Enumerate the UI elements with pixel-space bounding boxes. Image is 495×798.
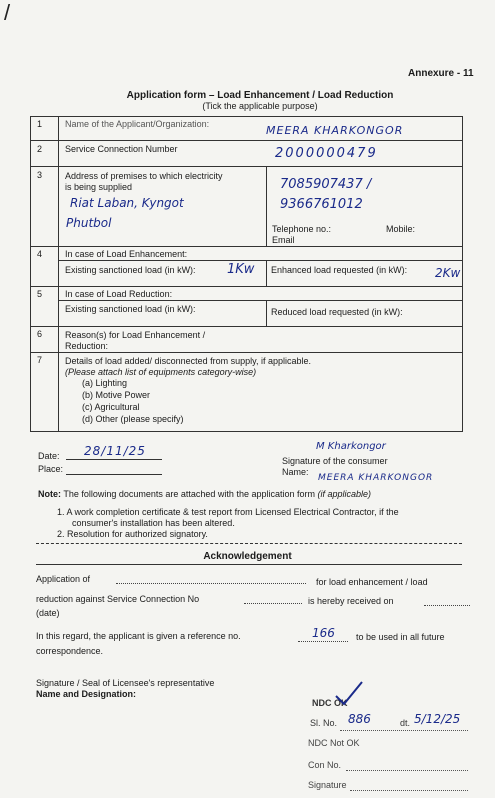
address-label-line-1: Address of premises to which electricity [65, 171, 223, 181]
name-designation-label: Name and Designation: [36, 689, 137, 699]
phone-line-1: 7085907437 / [280, 177, 372, 192]
date-underline [66, 459, 162, 460]
date-label: Date: [38, 451, 60, 461]
note-italic: (if applicable) [317, 489, 372, 499]
note-item-1-line-1: 1. A work completion certificate & test report from Licensed Electrical Contractor, if the [57, 507, 399, 517]
licensee-signature-label: Signature / Seal of Licensee's representative [36, 678, 215, 688]
option-other: (d) Other (please specify) [82, 414, 184, 424]
existing-load-value-4: 1Kw [227, 262, 255, 277]
option-agricultural: (c) Agricultural [82, 402, 140, 412]
applicant-name-label: Name of the Applicant/Organization: [65, 119, 210, 129]
sl-no-label: Sl. No. [310, 718, 338, 728]
email-label: Email [272, 235, 295, 245]
ack-heading: Acknowledgement [203, 551, 292, 562]
reference-dotted-field [298, 632, 348, 642]
dashed-divider [36, 543, 462, 544]
row-7-number: 7 [37, 355, 43, 365]
reason-label-line-2: Reduction: [65, 341, 109, 351]
existing-load-label-4: Existing sanctioned load (in kW): [65, 265, 196, 275]
sl-dotted-line [340, 730, 468, 731]
address-line-2: Phutbol [66, 216, 112, 230]
address-line-1: Riat Laban, Kyngot [70, 196, 184, 210]
option-lighting: (a) Lighting [82, 378, 128, 388]
row-4-number: 4 [37, 249, 43, 259]
note-item-1-line-2: consumer's installation has been altered. [72, 518, 235, 528]
application-table [30, 116, 463, 432]
con-dotted-line [346, 770, 468, 771]
ack-rule [36, 564, 462, 565]
service-connection-value: 2000000479 [275, 146, 378, 161]
date-dotted-field [424, 596, 470, 606]
corner-mark: / [4, 0, 11, 25]
existing-load-label-5: Existing sanctioned load (in kW): [65, 304, 196, 314]
place-underline [66, 474, 162, 475]
reduction-label: In case of Load Reduction: [65, 289, 173, 299]
ack-line-1-start: Application of [36, 574, 91, 584]
ndc-ok-label: NDC OK [312, 698, 348, 708]
option-motive-power: (b) Motive Power [82, 390, 151, 400]
place-label: Place: [38, 464, 64, 474]
note-item-2: 2. Resolution for authorized signatory. [57, 529, 208, 539]
ack-line-1-end: for load enhancement / load [316, 577, 428, 587]
note-paragraph [38, 489, 478, 499]
connection-dotted-field [244, 594, 302, 604]
enhancement-label: In case of Load Enhancement: [65, 249, 188, 259]
load-details-label: Details of load added/ disconnected from supply, if applicable. [65, 356, 311, 366]
annexure-label: Annexure - 11 [408, 68, 474, 79]
ack-line-2-start: reduction against Service Connection No [36, 594, 200, 604]
applicant-dotted-field [116, 574, 306, 584]
row-6-number: 6 [37, 329, 43, 339]
con-no-label: Con No. [308, 760, 342, 770]
tick-mark-icon [334, 680, 364, 708]
ack-line-4-end: to be used in all future [356, 632, 445, 642]
phone-line-2: 9366761012 [280, 197, 363, 212]
enhanced-load-value: 2Kw [435, 266, 461, 280]
ack-line-5: correspondence. [36, 646, 104, 656]
ack-line-2-end: is hereby received on [308, 596, 394, 606]
stamp-signature-dotted-line [350, 790, 468, 791]
consumer-signature-scrawl: M Kharkongor [316, 441, 386, 452]
ndc-not-ok-label: NDC Not OK [308, 738, 360, 748]
note-label: Note: [38, 489, 61, 499]
mobile-label: Mobile: [386, 224, 416, 234]
dt-value: 5/12/25 [414, 712, 461, 726]
row-2-number: 2 [37, 144, 43, 154]
reduced-load-label: Reduced load requested (in kW): [271, 307, 403, 317]
ack-line-4-start: In this regard, the applicant is given a reference no. [36, 631, 241, 641]
consumer-name-label: Name: [282, 467, 309, 477]
address-label-line-2: is being supplied [65, 182, 133, 192]
applicant-name-value: MEERA KHARKONGOR [266, 124, 404, 137]
service-connection-label: Service Connection Number [65, 144, 178, 154]
ndc-stamp [300, 680, 475, 798]
row-3-number: 3 [37, 170, 43, 180]
signature-label: Signature of the consumer [282, 456, 388, 466]
consumer-name-value: MEERA KHARKONGOR [318, 473, 434, 483]
form-title: Application form – Load Enhancement / Load Reduction [126, 90, 394, 101]
enhanced-load-label: Enhanced load requested (in kW): [271, 265, 408, 275]
telephone-label: Telephone no.: [272, 224, 332, 234]
ack-line-3: (date) [36, 608, 60, 618]
reference-number: 166 [312, 626, 335, 640]
stamp-signature-label: Signature [308, 780, 347, 790]
note-text: The following documents are attached with the application form [63, 489, 315, 499]
reason-label-line-1: Reason(s) for Load Enhancement / [65, 330, 206, 340]
row-1-number: 1 [37, 119, 43, 129]
form-subtitle: (Tick the applicable purpose) [202, 101, 318, 111]
equipment-list-note: (Please attach list of equipments category-wise) [65, 367, 257, 377]
sl-no-value: 886 [348, 712, 371, 726]
row-5-number: 5 [37, 289, 43, 299]
dt-label: dt. [400, 718, 411, 728]
date-value: 28/11/25 [84, 444, 146, 458]
